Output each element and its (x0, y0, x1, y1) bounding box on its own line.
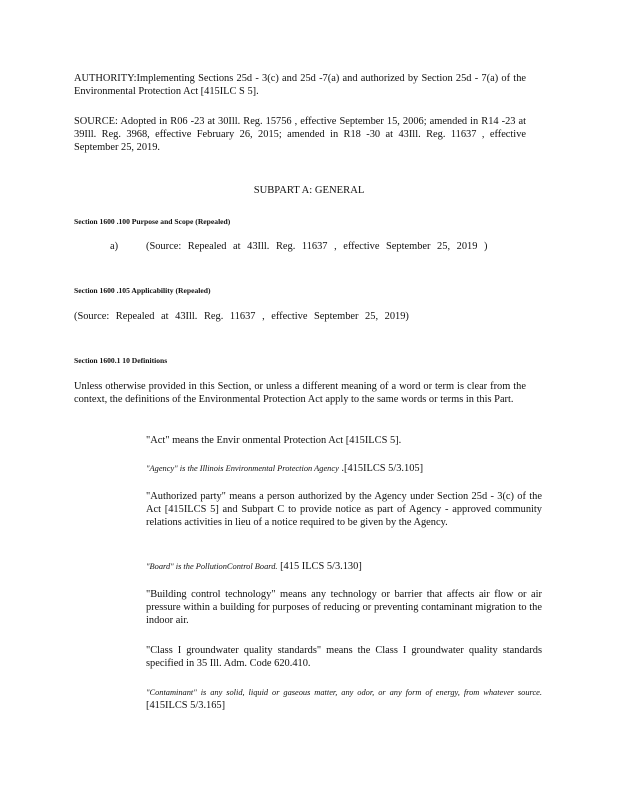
definition-agency-ref: .[415ILCS 5/3.105] (338, 463, 424, 474)
definition-contaminant (146, 686, 542, 712)
definition-building-control: "Building control technology" means any technology or barrier that affects air flow or air pressure within a building for purposes of reducing or preventing contaminant migration to the indoor air. (146, 589, 542, 626)
definition-agency-text: "Agency" is the Illinois Environmental Protection Agency (146, 464, 339, 473)
definition-authorized-party: "Authorized party" means a person authorized by the Agency under Section 25d - 3(c) of the Act [415ILCS 5] and Subpart C to provide notice as part of Agency - approved community relations activities in lieu of a notice required to be given by the Agency. (146, 491, 542, 528)
section-heading-110: Section 1600.1 10 Definitions (74, 356, 168, 365)
definition-board-ref: [415 ILCS 5/3.130] (277, 561, 362, 572)
subpart-title: SUBPART A: GENERAL (253, 185, 365, 196)
definition-contaminant-text: "Contaminant" is any solid, liquid or gaseous matter, any odor, or any form of energy, from whatever source. (146, 688, 542, 697)
definition-act: "Act" means the Envir onmental Protection Act [415ILCS 5]. (146, 435, 402, 446)
section-105-source: (Source: Repealed at 43Ill. Reg. 11637 , effective September 25, 2019) (74, 311, 409, 322)
definition-board-text: "Board" is the PollutionControl Board. (146, 562, 278, 571)
section-heading-100: Section 1600 .100 Purpose and Scope (Repealed) (74, 217, 231, 226)
section-100-label: a) (110, 241, 119, 252)
definition-contaminant-ref: [415ILCS 5/3.165] (146, 700, 226, 711)
definitions-intro: Unless otherwise provided in this Section, or unless a different meaning of a word or term is clear from the context, the definitions of the Environmental Protection Act apply to the same words or terms in this Part. (74, 381, 526, 405)
authority-paragraph: AUTHORITY:Implementing Sections 25d - 3(c) and 25d -7(a) and authorized by Section 25d - 7(a) of the Environmental Protection Act [415ILC S 5]. (74, 73, 526, 97)
section-100-source: (Source: Repealed at 43Ill. Reg. 11637 , effective September 25, 2019 ) (146, 241, 488, 252)
section-heading-105: Section 1600 .105 Applicability (Repealed) (74, 286, 211, 295)
definition-board (146, 560, 542, 573)
definition-agency (146, 462, 542, 475)
source-paragraph: SOURCE: Adopted in R06 -23 at 30Ill. Reg. 15756 , effective September 15, 2006; amended in R14 -23 at 39Ill. Reg. 3968, effective February 26, 2015; amended in R18 -30 at 43Ill. Reg. 11637 , effective September 25, 2019. (74, 116, 526, 153)
definition-class-i: "Class I groundwater quality standards" means the Class I groundwater quality standards specified in 35 Ill. Adm. Code 620.410. (146, 645, 542, 669)
